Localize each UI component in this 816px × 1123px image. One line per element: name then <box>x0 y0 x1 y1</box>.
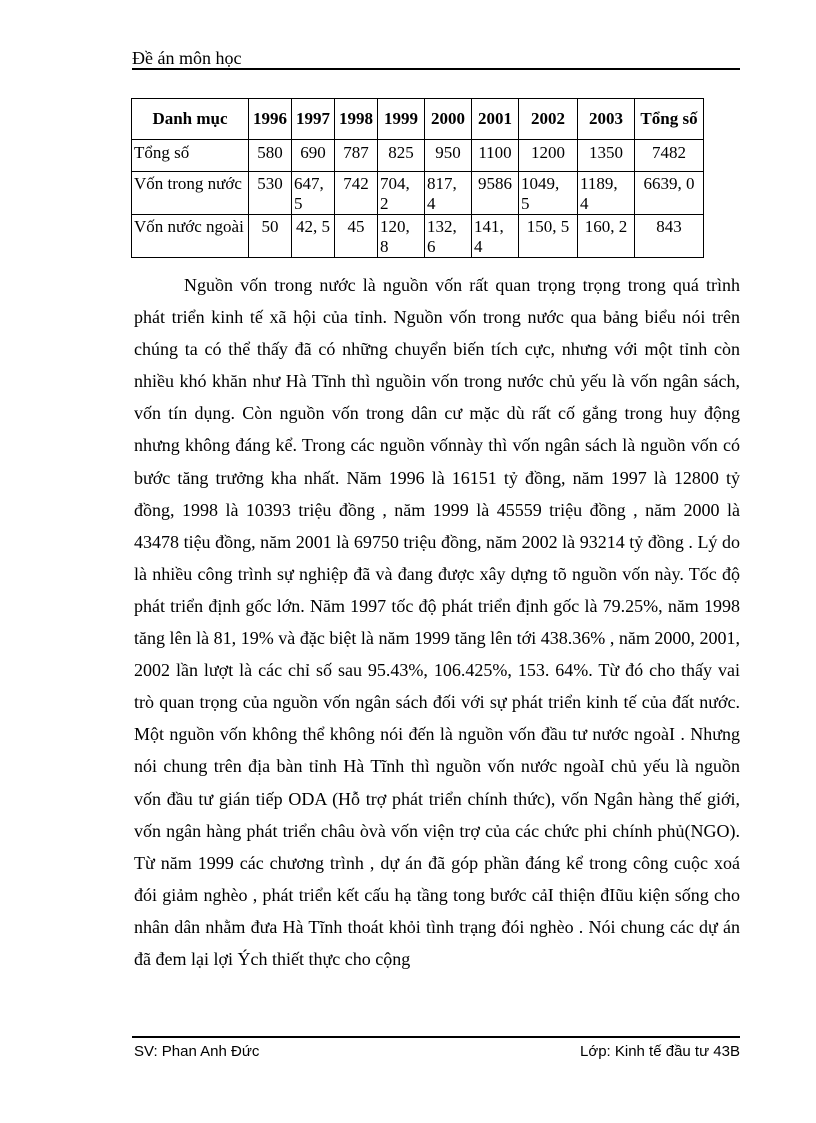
table-cell: 42, 5 <box>292 215 335 258</box>
table-cell: 530 <box>249 172 292 215</box>
table-cell: 50 <box>249 215 292 258</box>
table-cell: 690 <box>292 140 335 172</box>
table-cell: 825 <box>378 140 425 172</box>
header-title: Đề án môn học <box>132 48 242 68</box>
table-cell: 580 <box>249 140 292 172</box>
cell-value: 141, 4 <box>474 217 504 256</box>
table-header-cell: 2001 <box>472 99 519 140</box>
table-cell: 45 <box>335 215 378 258</box>
table-cell: 950 <box>425 140 472 172</box>
page-header <box>132 44 740 68</box>
table-cell <box>378 215 425 258</box>
footer-class: Lớp: Kinh tế đầu tư 43B <box>580 1043 740 1060</box>
table-cell <box>425 172 472 215</box>
table-header-cell: 2003 <box>578 99 635 140</box>
table-header-cell: Tổng số <box>635 99 704 140</box>
body-paragraph: Nguồn vốn trong nước là nguồn vốn rất quan trọng trọng trong quá trình phát triển kinh tế xã hội của tỉnh. Nguồn vốn trong nước qua bảng biểu nói trên chúng ta có thể thấy đã có những chuyển biến tích cực, nhưng với một tỉnh còn nhiều khó khăn như Hà Tĩnh thì nguồin vốn trong nước chủ yếu là vốn ngân sách, vốn tín dụng. Còn nguồn vốn trong dân cư mặc dù rất cố gắng trong huy động nhưng không đáng kể. Trong các nguồn vốnnày thì vốn ngân sách là nguồn vốn có bước tăng trưởng kha nhất. Năm 1996 là 16151 tỷ đồng, năm 1997 là 12800 tỷ đồng, 1998 là 10393 triệu đồng , năm 1999 là 45559 triệu đồng , năm 2000 là 43478 tiệu đồng, năm 2001 là 69750 triệu đồng, năm 2002 là 93214 tỷ đồng . Lý do là nhiều công trình sự nghiệp đã và đang được xây dựng tõ nguồn vốn này. Tốc độ phát triển định gốc lớn. Năm 1997 tốc độ phát triển định gốc là 79.25%, năm 1998 tăng lên là 81, 19% và đặc biệt là năm 1999 tăng lên tới 438.36% , năm 2000, 2001, 2002 lần lượt là các chỉ số sau 95.43%, 106.425%, 153. 64%. Từ đó cho thấy vai trò quan trọng của nguồn vốn ngân sách đối với sự phát triển kinh tế của đất nước. Một nguồn vốn không thể không nói đến là nguồn vốn đầu tư nước ngoàI . Nhưng nói chung trên địa bàn tỉnh Hà Tĩnh thì nguồn vốn nước ngoàI chủ yếu là nguồn vốn đầu tư gián tiếp ODA (Hỗ trợ phát triển chính thức), vốn Ngân hàng thế giới, vốn ngân hàng phát triển châu òvà vốn viện trợ của các chức phi chính phủ(NGO). Từ năm 1999 các chương trình , dự án đã góp phần đáng kể trong công cuộc xoá đói giảm nghèo , phát triển kết cấu hạ tầng tong bước cảI thiện đIũu kiện sống cho nhân dân nhằm đưa Hà Tĩnh thoát khỏi tình trạng đói nghèo . Nói chung các dự án đã đem lại lợi Ých thiết thực cho cộng <box>134 275 740 969</box>
table-header-cell: 2000 <box>425 99 472 140</box>
cell-value: 647, 5 <box>294 174 324 213</box>
table-cell: 1350 <box>578 140 635 172</box>
table-cell <box>519 172 578 215</box>
table-cell: 843 <box>635 215 704 258</box>
table-cell <box>578 172 635 215</box>
table-row <box>132 215 704 258</box>
footer-rule <box>132 1036 740 1038</box>
table-header-cell: Danh mục <box>132 99 249 140</box>
table-cell: 1100 <box>472 140 519 172</box>
table-row <box>132 172 704 215</box>
cell-value: 132, 6 <box>427 217 457 256</box>
table-cell: 9586 <box>472 172 519 215</box>
table-header-row <box>132 99 704 140</box>
table-cell: 787 <box>335 140 378 172</box>
table-cell: 742 <box>335 172 378 215</box>
cell-value: 1049, 5 <box>521 174 560 213</box>
table-header-cell: 1999 <box>378 99 425 140</box>
table-header-cell: 1997 <box>292 99 335 140</box>
table-header-cell: 2002 <box>519 99 578 140</box>
table-cell: 6639, 0 <box>635 172 704 215</box>
table-cell: 7482 <box>635 140 704 172</box>
table-cell <box>292 172 335 215</box>
table-cell <box>425 215 472 258</box>
row-label: Vốn trong nước <box>132 172 249 215</box>
table-row <box>132 140 704 172</box>
table-cell: 150, 5 <box>519 215 578 258</box>
cell-value: 704, 2 <box>380 174 410 213</box>
cell-value: 1189, 4 <box>580 174 618 213</box>
row-label: Vốn nước ngoài <box>132 215 249 258</box>
cell-value: 817, 4 <box>427 174 457 213</box>
table-header-cell: 1996 <box>249 99 292 140</box>
capital-table <box>131 98 704 258</box>
footer-student: SV: Phan Anh Đức <box>134 1043 260 1060</box>
table-header-cell: 1998 <box>335 99 378 140</box>
table-cell <box>378 172 425 215</box>
header-rule <box>132 68 740 70</box>
cell-value: 120, 8 <box>380 217 410 256</box>
table-cell <box>472 215 519 258</box>
table-cell: 160, 2 <box>578 215 635 258</box>
table-cell: 1200 <box>519 140 578 172</box>
row-label: Tổng số <box>132 140 249 172</box>
body-text <box>134 269 740 975</box>
